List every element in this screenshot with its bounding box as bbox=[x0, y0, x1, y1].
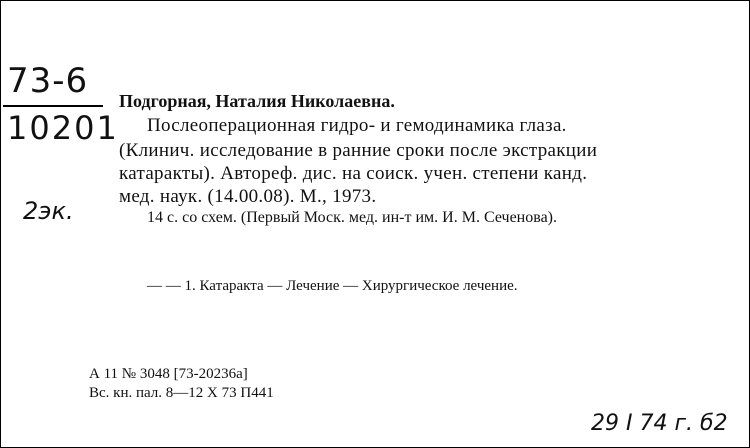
call-number-top: 73-6 bbox=[7, 61, 89, 101]
title-line-2: (Клинич. исследование в ранние сроки после экстракции bbox=[119, 140, 598, 161]
record-line-1: А 11 № 3048 [73-20236а] bbox=[89, 366, 248, 382]
call-number-divider bbox=[3, 105, 103, 107]
pagination-note: 14 с. со схем. (Первый Моск. мед. ин-т им. И. М. Сеченова). bbox=[147, 209, 557, 226]
title-line-3: катаракты). Автореф. дис. на соиск. учен. степени канд. bbox=[119, 163, 588, 184]
record-line-2: Вс. кн. пал. 8—12 Х 73 П441 bbox=[89, 385, 274, 401]
call-number-bottom: 10201 bbox=[7, 109, 119, 147]
title-line-1: Послеоперационная гидро- и гемодинамика глаза. bbox=[147, 115, 567, 136]
author-heading: Подгорная, Наталия Николаевна. bbox=[119, 91, 395, 111]
copies-note: 2эк. bbox=[23, 197, 74, 225]
inventory-note: 29 I 74 г. б2 bbox=[591, 411, 728, 436]
title-line-4: мед. наук. (14.00.08). М., 1973. bbox=[119, 186, 377, 207]
subject-headings: — — 1. Катаракта — Лечение — Хирургическое лечение. bbox=[147, 278, 518, 294]
